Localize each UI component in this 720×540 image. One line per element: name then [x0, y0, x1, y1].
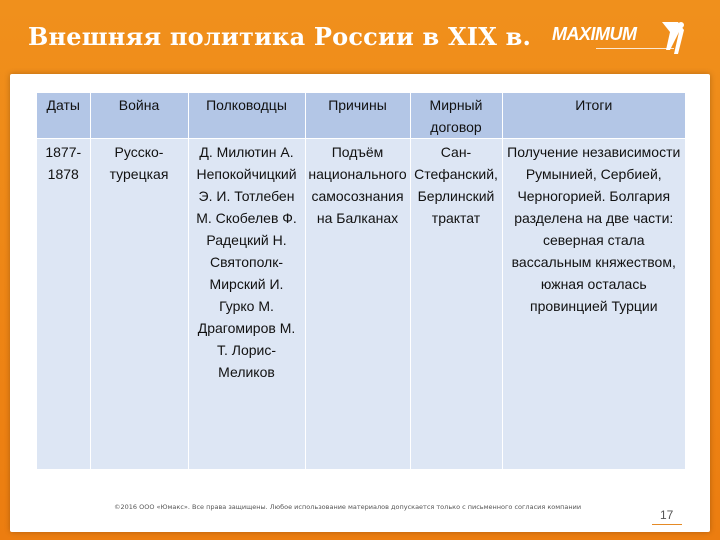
cell-commanders: Д. Милютин А. Непокойчицкий Э. И. Тотлебен М. Скобелев Ф. Радецкий Н. Святополк-Мирский И. Гурко М. Драгомиров М. Т. Лорис-Меликов — [188, 139, 305, 469]
page-number-rule — [652, 524, 682, 525]
slide-title: Внешняя политика России в XIX в. — [28, 22, 532, 51]
header-causes: Причины — [305, 93, 410, 139]
copyright-notice: ©2016 ООО «Юмакс». Все права защищены. Любое использование материалов допускается только с письменного согласия компании — [114, 503, 582, 511]
page-number: 17 — [660, 508, 674, 522]
header-results: Итоги — [502, 93, 685, 139]
header-peace-treaty: Мирный договор — [410, 93, 502, 139]
cell-causes: Подъём национального самосознания на Балканах — [305, 139, 410, 469]
cell-results: Получение независимости Румынией, Сербией, Черногорией. Болгария разделена на две части: северная стала вассальным княжеством, южная осталась провинцией Турции — [502, 139, 685, 469]
header-dates: Даты — [37, 93, 90, 139]
header-commanders: Полководцы — [188, 93, 305, 139]
table-row — [37, 139, 685, 469]
cell-peace-treaty: Сан-Стефанский, Берлинский трактат — [410, 139, 502, 469]
cell-dates: 1877-1878 — [37, 139, 90, 469]
header-war: Война — [90, 93, 188, 139]
logo-text: MAXIMUM — [552, 24, 637, 44]
cell-war: Русско-турецкая — [90, 139, 188, 469]
table-header-row — [37, 93, 685, 139]
maximum-logo — [552, 20, 692, 60]
logo-mark-icon — [656, 20, 686, 56]
foreign-policy-table — [37, 93, 685, 469]
